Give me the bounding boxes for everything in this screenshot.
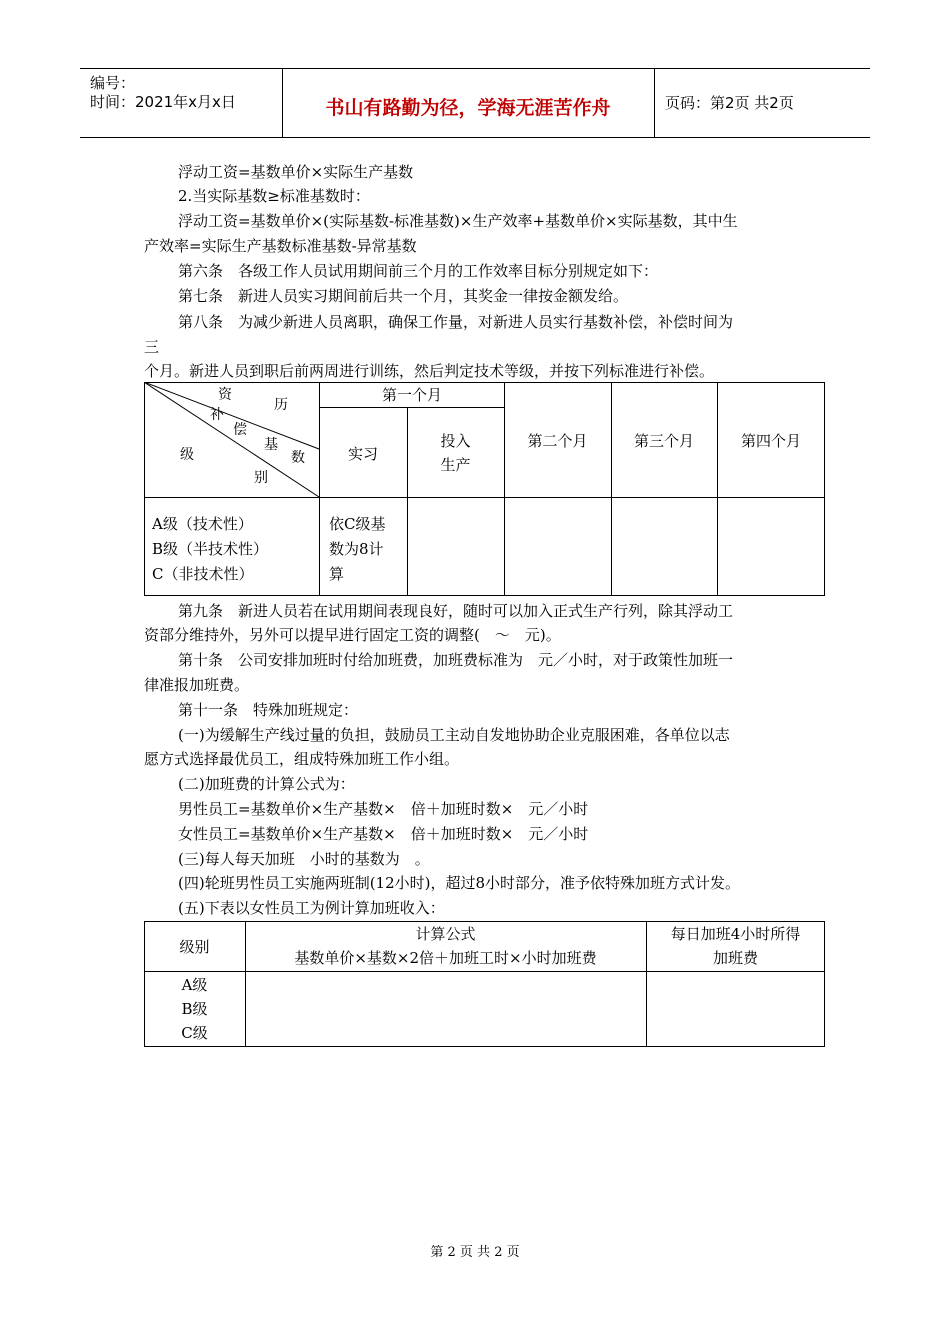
diagonal-header xyxy=(144,382,320,498)
basis-text: 依C级基 xyxy=(329,515,386,533)
text-line: 资部分维持外，另外可以提早进行固定工资的调整( ～ 元)。 xyxy=(144,626,561,644)
diag-label: 偿 xyxy=(233,422,247,438)
article-11: 第十一条 特殊加班规定： xyxy=(178,701,359,719)
date-label: 时间：2021年x月x日 xyxy=(90,93,236,111)
diag-label: 级 xyxy=(180,447,194,463)
row-grade-a: A级 xyxy=(181,976,208,994)
header-daily: 加班费 xyxy=(712,949,758,967)
diag-label: 资 xyxy=(218,387,232,403)
text-line: 愿方式选择最优员工，组成特殊加班工作小组。 xyxy=(144,750,460,768)
formula-male: 男性员工=基数单价×生产基数× 倍＋加班时数× 元／小时 xyxy=(178,800,589,818)
row-grade-b: B级 xyxy=(181,1000,208,1018)
text-line: 个月。新进人员到职后前两周进行训练，然后判定技术等级，并按下列标准进行补偿。 xyxy=(144,362,715,380)
header-motto: 书山有路勤为径，学海无涯苦作舟 xyxy=(325,97,611,119)
text-line: (五)下表以女性员工为例计算加班收入： xyxy=(178,899,445,917)
header-intern: 实习 xyxy=(347,445,378,463)
text-line: 产效率=实际生产基数标准基数-异常基数 xyxy=(144,237,417,255)
grade-c: C（非技术性） xyxy=(152,565,254,583)
article-7: 第七条 新进人员实习期间前后共一个月，其奖金一律按金额发给。 xyxy=(178,287,629,305)
formula-female: 女性员工=基数单价×生产基数× 倍＋加班时数× 元／小时 xyxy=(178,825,589,843)
serial-label: 编号： xyxy=(90,74,136,92)
column-line xyxy=(611,382,612,596)
article-8: 第八条 为减少新进人员离职，确保工作量，对新进人员实行基数补偿，补偿时间为 xyxy=(178,313,734,331)
header-divider xyxy=(654,69,655,137)
header-formula: 基数单价×基数×2倍＋加班工时×小时加班费 xyxy=(294,949,597,967)
header-month-3: 第三个月 xyxy=(633,432,694,450)
row-grade-c: C级 xyxy=(181,1024,208,1042)
diag-label: 补 xyxy=(210,407,224,423)
article-6: 第六条 各级工作人员试用期间前三个月的工作效率目标分别规定如下： xyxy=(178,262,659,280)
basis-text: 算 xyxy=(329,565,345,583)
diag-label: 别 xyxy=(254,470,268,486)
text-line: 浮动工资=基数单价×实际生产基数 xyxy=(178,163,414,181)
grade-b: B级（半技术性） xyxy=(152,540,269,558)
header-daily: 每日加班4小时所得 xyxy=(670,925,801,943)
diag-label: 基 xyxy=(264,437,278,453)
row-line xyxy=(144,971,825,972)
column-line xyxy=(504,382,505,596)
page-header xyxy=(80,68,870,138)
article-10: 第十条 公司安排加班时付给加班费，加班费标准为 元／小时，对于政策性加班一 xyxy=(178,651,734,669)
diag-label: 历 xyxy=(274,397,288,413)
text-line: 浮动工资=基数单价×(实际基数-标准基数)×生产效率+基数单价×实际基数，其中生 xyxy=(178,212,738,230)
basis-text: 数为8计 xyxy=(329,540,384,558)
text-line: (三)每人每天加班 小时的基数为 。 xyxy=(178,850,430,868)
text-line: 2.当实际基数≥标准基数时： xyxy=(178,187,370,205)
column-line xyxy=(717,382,718,596)
article-9: 第九条 新进人员若在试用期间表现良好，随时可以加入正式生产行列，除其浮动工 xyxy=(178,602,734,620)
header-month-2: 第二个月 xyxy=(527,432,588,450)
text-line: (一)为缓解生产线过量的负担，鼓励员工主动自发地协助企业克服困难，各单位以志 xyxy=(178,726,730,744)
header-formula-title: 计算公式 xyxy=(415,925,476,943)
page-footer: 第 2 页 共 2 页 xyxy=(430,1245,520,1260)
header-month-4: 第四个月 xyxy=(740,432,801,450)
text-line: 三 xyxy=(144,338,160,356)
grade-a: A级（技术性） xyxy=(152,515,253,533)
header-production: 投入 xyxy=(440,432,471,450)
page-number-label: 页码：第2页 共2页 xyxy=(665,94,794,112)
row-line xyxy=(319,407,505,408)
text-line: 律准报加班费。 xyxy=(144,676,250,694)
header-grade: 级别 xyxy=(179,938,210,956)
text-line: (二)加班费的计算公式为： xyxy=(178,775,355,793)
diag-label: 数 xyxy=(291,450,305,466)
header-month-1: 第一个月 xyxy=(381,386,442,404)
header-production: 生产 xyxy=(440,456,471,474)
text-line: (四)轮班男性员工实施两班制(12小时)，超过8小时部分，准予依特殊加班方式计发。 xyxy=(178,874,741,892)
